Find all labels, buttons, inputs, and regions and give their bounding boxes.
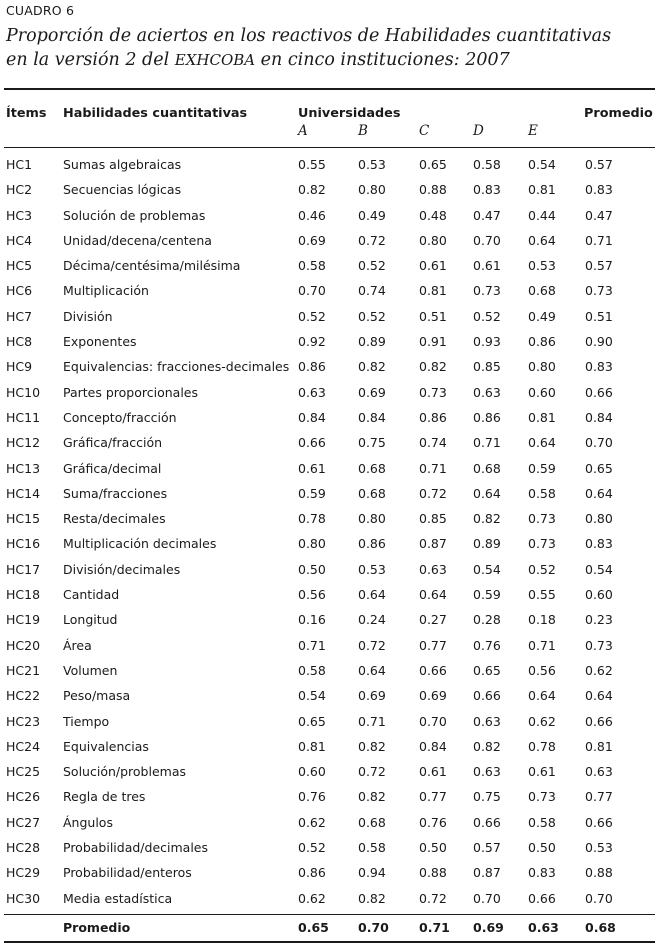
value-d: 0.57 [473,840,501,856]
table-row [0,837,659,862]
value-c: 0.80 [419,232,447,248]
value-c: 0.74 [419,435,447,451]
skill-cell: Regla de tres [63,789,146,805]
value-e: 0.68 [528,283,556,299]
value-e: 0.66 [528,890,556,906]
value-d: 0.87 [473,865,501,881]
item-cell: HC29 [6,865,41,881]
table-row [0,154,659,179]
average-cell: 0.88 [585,865,613,881]
header-uni-b: B [358,123,368,139]
table-row [0,584,659,609]
value-a: 0.66 [298,435,326,451]
header-rule [4,147,655,148]
value-e: 0.52 [528,561,556,577]
value-e: 0.80 [528,359,556,375]
skill-cell: Resta/decimales [63,511,166,527]
skill-cell: Décima/centésima/milésima [63,258,241,274]
skill-cell: Ángulos [63,814,113,830]
table-row [0,862,659,887]
header-uni-a: A [298,123,308,139]
value-e: 0.59 [528,460,556,476]
table-row [0,205,659,230]
value-d: 0.75 [473,789,501,805]
value-e: 0.64 [528,435,556,451]
table-row [0,407,659,432]
value-e: 0.44 [528,207,556,223]
value-e: 0.62 [528,713,556,729]
skill-cell: Sumas algebraicas [63,157,182,172]
value-d: 0.70 [473,890,501,906]
average-cell: 0.66 [585,713,613,729]
average-cell: 0.66 [585,814,613,830]
header-uni-d: D [473,123,484,139]
skill-cell: Concepto/fracción [63,409,177,425]
skill-cell: Cantidad [63,587,120,603]
value-a: 0.56 [298,587,326,603]
item-cell: HC4 [6,232,33,248]
average-cell: 0.90 [585,334,613,350]
value-a: 0.81 [298,738,326,754]
value-b: 0.69 [358,688,386,704]
value-d: 0.85 [473,359,501,375]
top-rule [4,88,655,90]
skill-cell: Multiplicación decimales [63,536,217,552]
average-cell: 0.73 [585,637,613,653]
header-items: Ítems [6,106,47,121]
item-cell: HC21 [6,662,41,678]
value-e: 0.64 [528,232,556,248]
table-row [0,356,659,381]
value-a: 0.60 [298,764,326,780]
value-c: 0.63 [419,561,447,577]
value-e: 0.83 [528,865,556,881]
value-a: 0.62 [298,890,326,906]
value-e: 0.53 [528,258,556,274]
value-a: 0.86 [298,359,326,375]
value-b: 0.82 [358,738,386,754]
item-cell: HC20 [6,637,41,653]
total-c: 0.71 [419,920,450,935]
value-a: 0.54 [298,688,326,704]
value-c: 0.82 [419,359,447,375]
value-b: 0.52 [358,308,386,324]
value-c: 0.88 [419,865,447,881]
item-cell: HC11 [6,409,41,425]
title-line-2 [6,48,646,72]
value-b: 0.82 [358,890,386,906]
value-e: 0.81 [528,409,556,425]
table-row [0,812,659,837]
header-uni-c: C [419,123,430,139]
value-b: 0.53 [358,157,386,172]
average-cell: 0.70 [585,890,613,906]
table-row [0,306,659,331]
value-b: 0.72 [358,764,386,780]
value-e: 0.58 [528,485,556,501]
skill-cell: Partes proporcionales [63,384,198,400]
value-d: 0.63 [473,713,501,729]
table-row [0,559,659,584]
average-cell: 0.83 [585,536,613,552]
item-cell: HC27 [6,814,41,830]
item-cell: HC13 [6,460,41,476]
value-e: 0.86 [528,334,556,350]
value-e: 0.60 [528,384,556,400]
header-universities: Universidades [298,106,401,121]
title-line-2-start: en la versión 2 del [6,50,175,70]
skill-cell: Multiplicación [63,283,149,299]
table-row [0,432,659,457]
skill-cell: Solución/problemas [63,764,186,780]
value-c: 0.65 [419,157,447,172]
value-b: 0.74 [358,283,386,299]
bottom-rule [4,941,655,943]
skill-cell: Probabilidad/decimales [63,840,209,856]
item-cell: HC18 [6,587,41,603]
table-row [0,280,659,305]
value-e: 0.64 [528,688,556,704]
average-cell: 0.71 [585,232,613,248]
total-d: 0.69 [473,920,504,935]
value-c: 0.72 [419,485,447,501]
value-c: 0.77 [419,637,447,653]
item-cell: HC23 [6,713,41,729]
average-cell: 0.66 [585,384,613,400]
value-d: 0.61 [473,258,501,274]
value-b: 0.94 [358,865,386,881]
value-a: 0.61 [298,460,326,476]
value-a: 0.16 [298,612,326,628]
value-b: 0.64 [358,662,386,678]
table-row [0,533,659,558]
value-b: 0.82 [358,789,386,805]
value-b: 0.68 [358,485,386,501]
value-c: 0.73 [419,384,447,400]
value-d: 0.59 [473,587,501,603]
value-e: 0.73 [528,789,556,805]
total-b: 0.70 [358,920,389,935]
value-b: 0.82 [358,359,386,375]
value-d: 0.54 [473,561,501,577]
value-d: 0.68 [473,460,501,476]
table-row [0,660,659,685]
average-cell: 0.64 [585,688,613,704]
table-row [0,685,659,710]
value-b: 0.89 [358,334,386,350]
skill-cell: Probabilidad/enteros [63,865,192,881]
table-row [0,736,659,761]
skill-cell: Equivalencias: fracciones-decimales [63,359,290,375]
value-a: 0.59 [298,485,326,501]
value-b: 0.72 [358,637,386,653]
table-row [0,458,659,483]
value-a: 0.69 [298,232,326,248]
value-a: 0.50 [298,561,326,577]
average-cell: 0.84 [585,409,613,425]
value-d: 0.89 [473,536,501,552]
value-a: 0.86 [298,865,326,881]
value-a: 0.55 [298,157,326,172]
skill-cell: Tiempo [63,713,110,729]
value-a: 0.84 [298,409,326,425]
value-d: 0.66 [473,814,501,830]
value-e: 0.81 [528,182,556,198]
value-a: 0.71 [298,637,326,653]
value-b: 0.68 [358,814,386,830]
value-a: 0.65 [298,713,326,729]
total-label: Promedio [63,920,131,935]
item-cell: HC8 [6,334,33,350]
value-e: 0.58 [528,814,556,830]
total-e: 0.63 [528,920,559,935]
item-cell: HC9 [6,359,33,375]
item-cell: HC1 [6,157,33,172]
value-e: 0.18 [528,612,556,628]
table-row [0,382,659,407]
table-row [0,230,659,255]
average-cell: 0.54 [585,561,613,577]
value-c: 0.64 [419,587,447,603]
value-c: 0.86 [419,409,447,425]
item-cell: HC15 [6,511,41,527]
table-label: CUADRO 6 [6,3,75,18]
value-b: 0.49 [358,207,386,223]
value-b: 0.72 [358,232,386,248]
value-c: 0.72 [419,890,447,906]
table-row [0,508,659,533]
value-d: 0.86 [473,409,501,425]
skill-cell: Secuencias lógicas [63,182,182,198]
value-e: 0.50 [528,840,556,856]
average-cell: 0.80 [585,511,613,527]
table-row [0,179,659,204]
skill-cell: Suma/fracciones [63,485,168,501]
table-body [0,154,659,913]
value-a: 0.76 [298,789,326,805]
item-cell: HC14 [6,485,41,501]
skill-cell: Gráfica/fracción [63,435,163,451]
average-cell: 0.62 [585,662,613,678]
average-cell: 0.73 [585,283,613,299]
value-b: 0.69 [358,384,386,400]
average-cell: 0.53 [585,840,613,856]
value-a: 0.58 [298,662,326,678]
value-b: 0.80 [358,182,386,198]
table-row [0,635,659,660]
header-uni-e: E [528,123,538,139]
title-line-1: Proporción de aciertos en los reactivos de Habilidades cuantitativas [6,26,612,46]
table-row [0,761,659,786]
value-b: 0.86 [358,536,386,552]
total-rule [4,914,655,915]
value-c: 0.61 [419,258,447,274]
value-e: 0.61 [528,764,556,780]
value-b: 0.71 [358,713,386,729]
skill-cell: Volumen [63,662,118,678]
average-cell: 0.81 [585,738,613,754]
table-row [0,331,659,356]
skill-cell: División [63,308,113,324]
average-cell: 0.57 [585,258,613,274]
value-d: 0.58 [473,157,501,172]
item-cell: HC17 [6,561,41,577]
average-cell: 0.83 [585,182,613,198]
skill-cell: Exponentes [63,334,137,350]
table-row [0,255,659,280]
value-d: 0.76 [473,637,501,653]
total-a: 0.65 [298,920,329,935]
value-d: 0.73 [473,283,501,299]
value-a: 0.70 [298,283,326,299]
item-cell: HC7 [6,308,33,324]
average-cell: 0.70 [585,435,613,451]
value-d: 0.63 [473,384,501,400]
value-d: 0.93 [473,334,501,350]
value-d: 0.66 [473,688,501,704]
value-e: 0.71 [528,637,556,653]
table-row [0,786,659,811]
value-c: 0.27 [419,612,447,628]
value-b: 0.80 [358,511,386,527]
skill-cell: Gráfica/decimal [63,460,162,476]
value-d: 0.64 [473,485,501,501]
total-row [0,918,659,940]
value-e: 0.73 [528,536,556,552]
value-e: 0.55 [528,587,556,603]
value-a: 0.46 [298,207,326,223]
skill-cell: Solución de problemas [63,207,206,223]
value-c: 0.91 [419,334,447,350]
table-row [0,609,659,634]
item-cell: HC16 [6,536,41,552]
skill-cell: Área [63,637,92,653]
value-e: 0.49 [528,308,556,324]
value-d: 0.70 [473,232,501,248]
title-line-2-end: en cinco instituciones: 2007 [255,50,510,70]
average-cell: 0.47 [585,207,613,223]
value-b: 0.84 [358,409,386,425]
average-cell: 0.77 [585,789,613,805]
item-cell: HC25 [6,764,41,780]
value-a: 0.63 [298,384,326,400]
value-d: 0.47 [473,207,501,223]
skill-cell: Media estadística [63,890,173,906]
value-e: 0.54 [528,157,556,172]
value-d: 0.52 [473,308,501,324]
value-e: 0.56 [528,662,556,678]
item-cell: HC24 [6,738,41,754]
header-average: Promedio [584,106,653,121]
average-cell: 0.63 [585,764,613,780]
header-skills: Habilidades cuantitativas [63,106,248,121]
value-b: 0.24 [358,612,386,628]
value-d: 0.82 [473,511,501,527]
skill-cell: Peso/masa [63,688,131,704]
value-c: 0.51 [419,308,447,324]
value-c: 0.48 [419,207,447,223]
value-c: 0.61 [419,764,447,780]
item-cell: HC19 [6,612,41,628]
exhcoba-acronym: EXHCOBA [174,51,256,69]
skill-cell: Unidad/decena/centena [63,232,212,248]
value-c: 0.87 [419,536,447,552]
item-cell: HC3 [6,207,33,223]
value-c: 0.85 [419,511,447,527]
value-d: 0.82 [473,738,501,754]
value-d: 0.65 [473,662,501,678]
total-average: 0.68 [585,920,616,935]
table-title [6,24,646,72]
item-cell: HC22 [6,688,41,704]
skill-cell: División/decimales [63,561,181,577]
value-d: 0.28 [473,612,501,628]
average-cell: 0.83 [585,359,613,375]
value-b: 0.64 [358,587,386,603]
item-cell: HC5 [6,258,33,274]
value-a: 0.52 [298,840,326,856]
value-b: 0.52 [358,258,386,274]
value-e: 0.78 [528,738,556,754]
value-b: 0.68 [358,460,386,476]
average-cell: 0.57 [585,157,613,172]
skill-cell: Equivalencias [63,738,149,754]
item-cell: HC2 [6,182,33,198]
average-cell: 0.64 [585,485,613,501]
value-c: 0.84 [419,738,447,754]
item-cell: HC28 [6,840,41,856]
value-c: 0.81 [419,283,447,299]
value-b: 0.53 [358,561,386,577]
value-a: 0.62 [298,814,326,830]
table-row [0,711,659,736]
average-cell: 0.51 [585,308,613,324]
value-c: 0.71 [419,460,447,476]
table-row [0,483,659,508]
value-c: 0.50 [419,840,447,856]
value-a: 0.52 [298,308,326,324]
item-cell: HC10 [6,384,41,400]
value-a: 0.58 [298,258,326,274]
value-b: 0.58 [358,840,386,856]
value-d: 0.71 [473,435,501,451]
value-e: 0.73 [528,511,556,527]
skill-cell: Longitud [63,612,118,628]
value-c: 0.69 [419,688,447,704]
item-cell: HC12 [6,435,41,451]
value-b: 0.75 [358,435,386,451]
value-c: 0.70 [419,713,447,729]
value-c: 0.76 [419,814,447,830]
value-c: 0.66 [419,662,447,678]
average-cell: 0.60 [585,587,613,603]
value-a: 0.80 [298,536,326,552]
item-cell: HC26 [6,789,41,805]
value-a: 0.82 [298,182,326,198]
item-cell: HC30 [6,890,41,906]
average-cell: 0.65 [585,460,613,476]
item-cell: HC6 [6,283,33,299]
value-d: 0.63 [473,764,501,780]
value-a: 0.78 [298,511,326,527]
table-row [0,888,659,913]
value-c: 0.77 [419,789,447,805]
value-a: 0.92 [298,334,326,350]
average-cell: 0.23 [585,612,613,628]
value-c: 0.88 [419,182,447,198]
value-d: 0.83 [473,182,501,198]
